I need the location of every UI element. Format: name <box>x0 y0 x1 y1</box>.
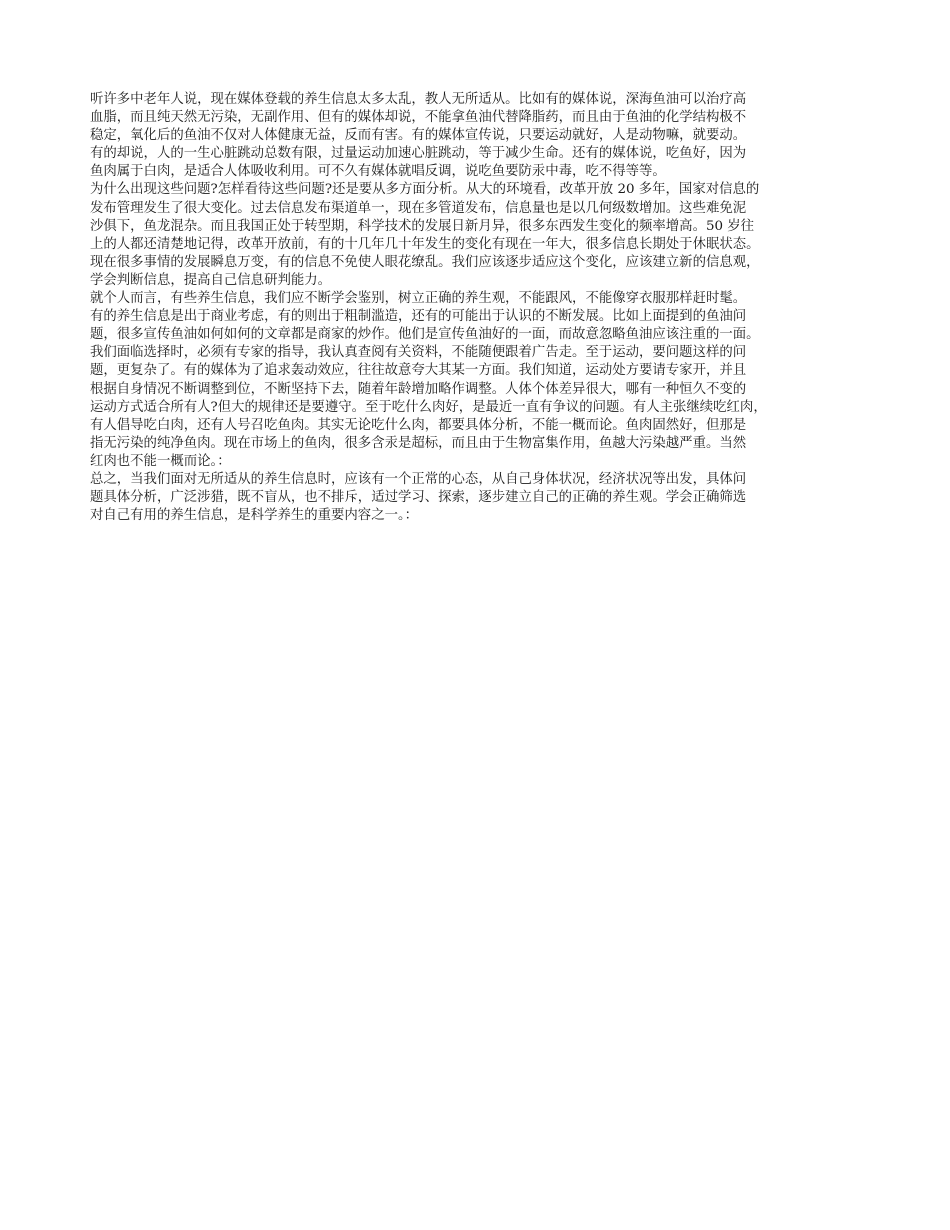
text-line: 稳定，氧化后的鱼油不仅对人体健康无益，反而有害。有的媒体宣传说，只要运动就好，人是动物嘛，就要动。 <box>90 128 747 144</box>
paragraph-3 <box>90 290 865 471</box>
text-line: 运动方式适合所有人?但大的规律还是要遵守。至于吃什么肉好，是最近一直有争议的问题。有人主张继续吃红肉， <box>90 399 767 415</box>
text-line: 鱼肉属于白肉，是适合人体吸收利用。可不久有媒体就唱反调，说吃鱼要防汞中毒，吃不得等等。 <box>90 164 666 180</box>
text-line: 现在很多事情的发展瞬息万变，有的信息不免使人眼花缭乱。我们应该逐步适应这个变化，应该建立新的信息观， <box>90 254 760 270</box>
text-line: 根据自身情况不断调整到位，不断坚持下去，随着年龄增加略作调整。人体个体差异很大，哪有一种恒久不变的 <box>90 381 747 397</box>
document-body <box>90 91 865 525</box>
text-line: 就个人而言，有些养生信息，我们应不断学会鉴别，树立正确的养生观，不能跟风，不能像穿衣服那样赶时髦。 <box>90 291 747 307</box>
text-line: 沙俱下，鱼龙混杂。而且我国正处于转型期，科学技术的发展日新月异，很多东西发生变化的频率增高。50 岁往 <box>90 218 755 234</box>
text-line: 题，很多宣传鱼油如何如何的文章都是商家的炒作。他们是宣传鱼油好的一面，而故意忽略鱼油应该注重的一面。 <box>90 327 760 343</box>
text-line: 我们面临选择时，必须有专家的指导，我认真查阅有关资料，不能随便跟着广告走。至于运动，要问题这样的问 <box>90 345 747 361</box>
text-line: 血脂，而且纯天然无污染，无副作用、但有的媒体却说，不能拿鱼油代替降脂药，而且由于鱼油的化学结构极不 <box>90 110 747 126</box>
text-line: 上的人都还清楚地记得，改革开放前，有的十几年几十年发生的变化有现在一年大，很多信息长期处于休眠状态。 <box>90 236 760 252</box>
text-line: 有人倡导吃白肉，还有人号召吃鱼肉。其实无论吃什么肉，都要具体分析，不能一概而论。鱼肉固然好，但那是 <box>90 417 747 433</box>
text-line: 红肉也不能一概而论。： <box>90 453 231 469</box>
text-line: 有的却说，人的一生心脏跳动总数有限，过量运动加速心脏跳动，等于减少生命。还有的媒体说，吃鱼好，因为 <box>90 146 747 162</box>
text-line: 听许多中老年人说，现在媒体登载的养生信息太多太乱，教人无所适从。比如有的媒体说，深海鱼油可以治疗高 <box>90 92 747 107</box>
paragraph-2 <box>90 181 865 290</box>
text-line: 为什么出现这些问题?怎样看待这些问题?还是要从多方面分析。从大的环境看，改革开放 20 多年，国家对信息的 <box>90 182 760 198</box>
paragraph-1 <box>90 91 865 181</box>
text-line: 发布管理发生了很大变化。过去信息发布渠道单一，现在多管道发布，信息量也是以几何级数增加。这些难免泥 <box>90 200 747 216</box>
text-line: 有的养生信息是出于商业考虑，有的则出于粗制滥造，还有的可能出于认识的不断发展。比如上面提到的鱼油问 <box>90 309 747 325</box>
text-line: 题，更复杂了。有的媒体为了追求轰动效应，往往故意夸大其某一方面。我们知道，运动处方要请专家开，并且 <box>90 363 747 379</box>
text-line: 对自己有用的养生信息，是科学养生的重要内容之一。： <box>90 508 419 524</box>
text-line: 题具体分析，广泛涉猎，既不盲从，也不排斥，适过学习、探索，逐步建立自己的正确的养生观。学会正确筛选 <box>90 490 747 506</box>
text-line: 总之，当我们面对无所适从的养生信息时，应该有一个正常的心态，从自己身体状况，经济状况等出发，具体问 <box>90 471 747 487</box>
paragraph-4 <box>90 471 865 525</box>
text-line: 学会判断信息，提高自己信息研判能力。 <box>90 272 332 288</box>
text-line: 指无污染的纯净鱼肉。现在市场上的鱼肉，很多含汞是超标，而且由于生物富集作用，鱼越大污染越严重。当然 <box>90 435 747 451</box>
